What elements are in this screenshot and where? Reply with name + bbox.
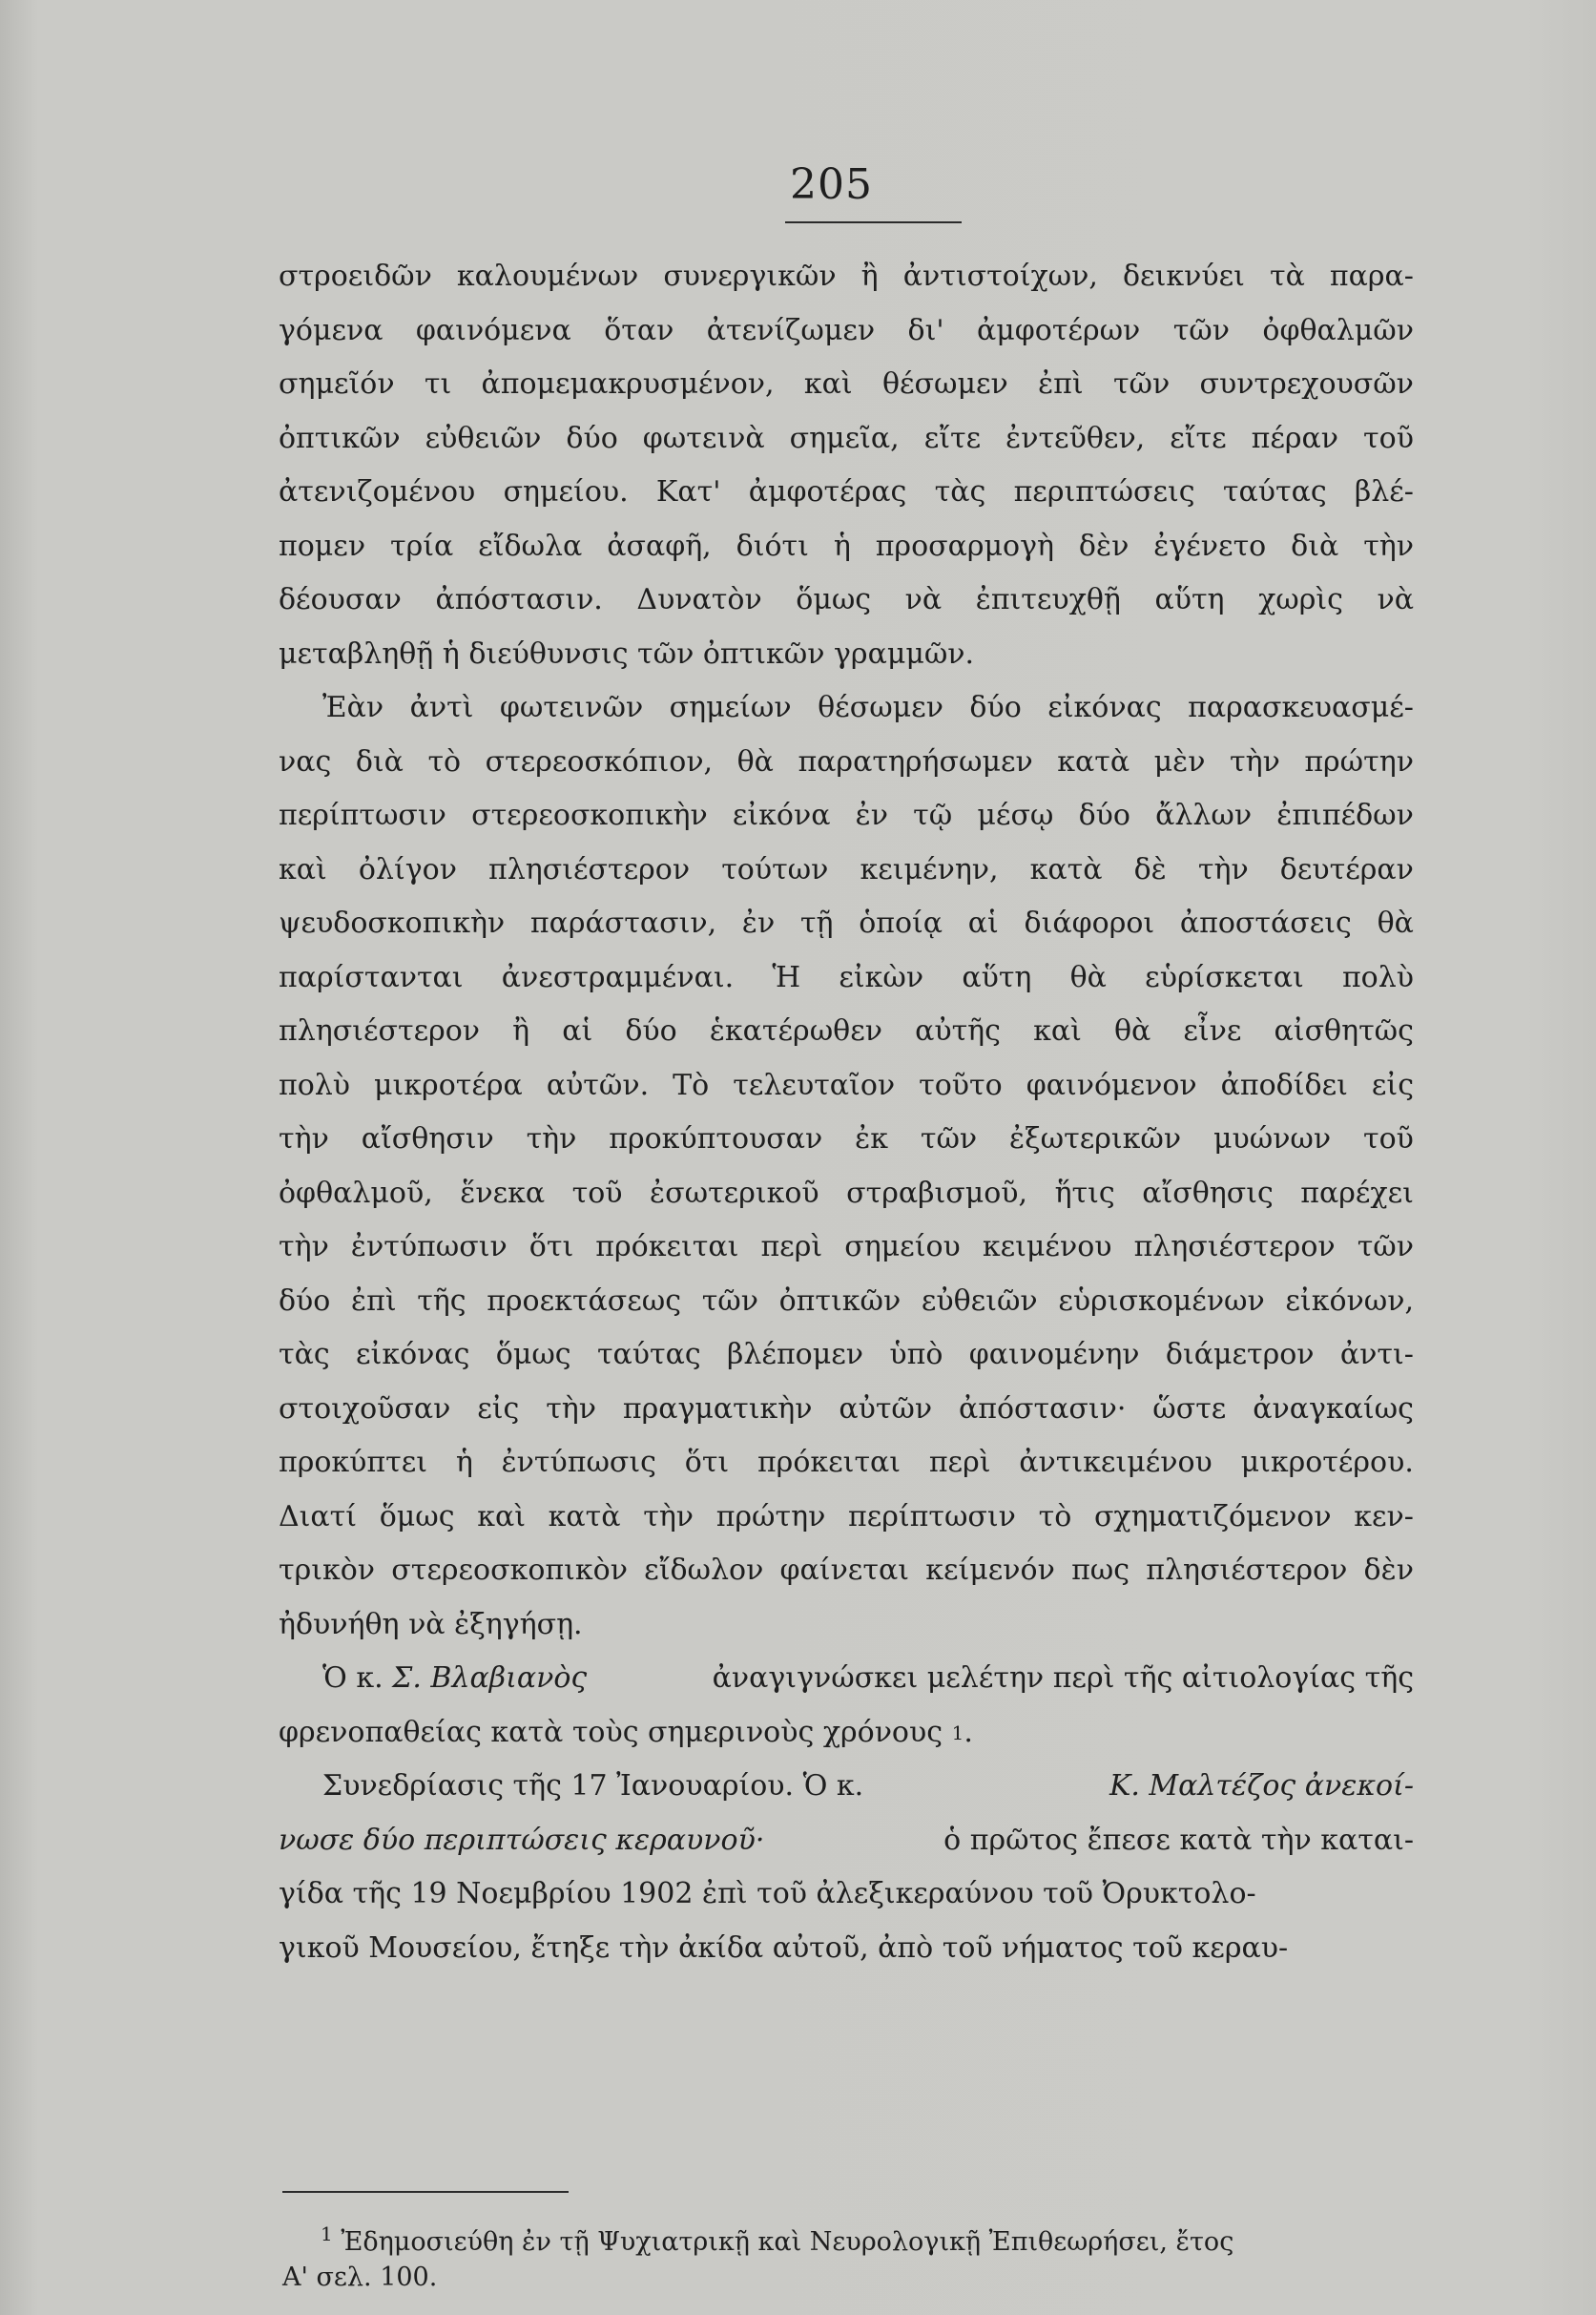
body-word: τῶν — [1172, 313, 1230, 347]
body-word: κεν- — [1354, 1499, 1414, 1533]
body-word: ἀντὶ — [409, 691, 474, 724]
body-word: εἰκόνα — [732, 799, 831, 832]
body-word: στραβισμοῦ, — [846, 1176, 1028, 1210]
body-word: ἐντύπωσιν — [350, 1230, 508, 1263]
body-word: πρώτην — [715, 1499, 826, 1533]
body-word: ὑπὸ — [889, 1338, 943, 1371]
body-line — [279, 250, 1414, 304]
session-line3: γίδα τῆς 19 Νοεμβρίου 1902 ἐπὶ τοῦ ἀλεξικεραύνου τοῦ Ὀρυκτολο- — [279, 1877, 1256, 1910]
body-word: διότι — [736, 529, 809, 563]
body-word: παρίστανται — [279, 960, 464, 994]
body-word: ἐν — [741, 907, 776, 940]
body-word: μικροτέρου. — [1240, 1446, 1414, 1479]
body-word: εἰκόνας — [356, 1338, 470, 1371]
body-word: ἐν — [855, 799, 888, 832]
body-word: ἡ — [442, 636, 469, 671]
body-word: θὰ — [1069, 960, 1107, 994]
body-word: δύο — [566, 421, 618, 455]
body-word: αἴσθησιν — [361, 1122, 494, 1156]
body-word: θὰ — [1113, 1014, 1151, 1048]
body-line — [279, 1220, 1414, 1275]
body-word: τὰ — [1269, 260, 1305, 293]
body-word: θέσωμεν — [881, 367, 1008, 401]
body-word: πως — [1071, 1554, 1130, 1587]
body-word: τῶν — [920, 1122, 978, 1156]
body-word: πομεν — [279, 529, 366, 563]
valavanos-line2: φρενοπαθείας κατὰ τοὺς σημερινοὺς χρόνους — [279, 1715, 943, 1749]
body-word: εἰκόνων, — [1285, 1283, 1414, 1318]
body-word: ὅμως — [495, 1338, 571, 1371]
body-word: θέσωμεν — [818, 691, 943, 724]
body-word: καὶ — [477, 1499, 526, 1533]
body-word: τρία — [389, 529, 454, 563]
body-word: ἠδυνήθη — [279, 1607, 409, 1641]
page-number: 205 — [790, 160, 873, 209]
body-word: εἰς — [1371, 1068, 1414, 1102]
body-word: φαινομένην — [968, 1338, 1140, 1371]
body-word: ἡ — [833, 529, 851, 563]
body-word: ὅτι — [529, 1230, 574, 1263]
body-word: παρατηρήσωμεν — [798, 744, 1033, 779]
body-line — [279, 897, 1414, 951]
body-word: τὴν — [279, 1122, 329, 1156]
body-word: διάφοροι — [1024, 907, 1155, 940]
body-line — [279, 466, 1414, 520]
body-word: εὑρίσκεται — [1145, 960, 1304, 994]
body-text — [279, 250, 1414, 1652]
body-word: σημεῖα, — [789, 421, 900, 455]
body-line — [279, 1167, 1414, 1221]
body-word: τὴν — [1230, 744, 1280, 779]
body-word: ἥτις — [1054, 1176, 1115, 1210]
body-word: τὸ — [427, 744, 462, 779]
body-word: τῇ — [799, 907, 834, 940]
body-word: ἐπὶ — [1038, 367, 1084, 401]
body-word: σημεῖόν — [279, 367, 395, 401]
body-word: ἀτενίζωμεν — [706, 313, 876, 347]
body-word: ὀλίγον — [358, 852, 457, 886]
body-word: ὅτι — [684, 1446, 730, 1479]
session-line2-italic: νωσε δύο περιπτώσεις κεραυνοῦ· — [279, 1823, 765, 1857]
body-word: ἀτενιζομένου — [279, 475, 476, 509]
body-word: τὴν — [1363, 529, 1414, 563]
body-line — [279, 1328, 1414, 1383]
valavanos-line-1 — [279, 1652, 1414, 1706]
body-word: τοῦ — [571, 1176, 623, 1210]
body-word: προκύπτει — [279, 1446, 428, 1479]
body-word: τῶν — [1357, 1230, 1414, 1263]
body-word: εἴτε — [1170, 421, 1227, 455]
body-word: ἀμφοτέρων — [977, 313, 1141, 347]
body-word: παρα- — [1329, 260, 1414, 293]
body-word: στοιχοῦσαν — [279, 1391, 451, 1426]
body-word: ὀπτικῶν — [702, 636, 834, 671]
body-word: ἐπὶ — [351, 1283, 397, 1318]
body-word: στερεοσκοπικὴν — [471, 799, 708, 832]
body-word: αἰσθητῶς — [1274, 1014, 1414, 1048]
body-word: μέσῳ — [977, 799, 1054, 832]
body-word: μυώνων — [1213, 1122, 1332, 1156]
body-word: τὴν — [279, 1230, 329, 1263]
body-word: εἴτε — [923, 421, 982, 455]
body-word: μικροτέρα — [374, 1068, 523, 1102]
body-word: τοῦ — [1363, 421, 1414, 455]
body-word: ἐπιτευχθῇ — [975, 583, 1121, 616]
body-word: γραμμῶν. — [834, 636, 975, 671]
body-word: αὐτῶν — [839, 1391, 933, 1426]
body-word: ἐπιπέδων — [1276, 799, 1414, 832]
body-word: πραγματικὴν — [622, 1391, 813, 1426]
footnote-marker: 1 — [321, 2222, 333, 2245]
body-word: Διατί — [279, 1499, 358, 1533]
body-line — [279, 1113, 1414, 1167]
body-word: δὲν — [1363, 1554, 1414, 1587]
body-word: αὕτη — [1154, 583, 1225, 616]
body-word: διὰ — [1291, 529, 1339, 563]
body-line — [279, 844, 1414, 898]
body-word: περὶ — [760, 1230, 823, 1263]
body-word: βλέπομεν — [727, 1338, 864, 1371]
valavanos-rest: ἀναγιγνώσκει μελέτην περὶ τῆς αἰτιολογίας τῆς — [712, 1661, 1414, 1695]
session-line-3 — [279, 1867, 1414, 1922]
body-word: δύο — [625, 1014, 677, 1048]
valavanos-name: Σ. Βλαβιανὸς — [392, 1661, 588, 1695]
body-word: κατὰ — [1057, 744, 1130, 779]
body-word: εἴδωλον — [644, 1554, 764, 1587]
body-word: σημείων — [669, 691, 792, 724]
body-line — [279, 1544, 1414, 1598]
body-word: βλέ- — [1354, 475, 1414, 509]
body-word: δύο — [1078, 799, 1130, 832]
body-word: μὲν — [1153, 744, 1206, 779]
body-word: γόμενα — [279, 313, 383, 347]
body-word: περίπτωσιν — [848, 1499, 1016, 1533]
body-word: τὰς — [934, 475, 986, 509]
body-word: ἡ — [455, 1446, 473, 1479]
footnote-text-2: Α' σελ. 100. — [282, 2263, 438, 2292]
body-word: ἐξηγήσῃ. — [454, 1607, 583, 1641]
body-word: ἐκ — [855, 1122, 888, 1156]
body-word: τοῦ — [1363, 1122, 1414, 1156]
body-word: ἀσαφῆ, — [607, 529, 712, 563]
body-word: τὴν — [546, 1391, 596, 1426]
page-number-block — [0, 160, 1596, 209]
body-word: προκύπτουσαν — [609, 1122, 823, 1156]
session-line4: γικοῦ Μουσείου, ἔτηξε τὴν ἀκίδα αὐτοῦ, ἀπὸ τοῦ νήματος τοῦ κεραυ- — [279, 1930, 1289, 1965]
body-line — [279, 681, 1414, 736]
body-word: ἐσωτερικοῦ — [650, 1176, 819, 1210]
body-word: τὰς — [279, 1338, 330, 1371]
body-word: κείμενόν — [925, 1554, 1055, 1587]
body-word: καὶ — [803, 367, 853, 401]
body-word: θὰ — [1377, 907, 1414, 940]
body-line — [279, 304, 1414, 359]
body-word: δὲν — [1078, 529, 1130, 563]
body-word: καλουμένων — [456, 260, 639, 293]
body-word: ἐξωτερικῶν — [1009, 1122, 1182, 1156]
session-line-1 — [279, 1760, 1414, 1814]
body-word: δὲ — [1133, 852, 1167, 886]
body-word: τὴν — [1197, 852, 1249, 886]
body-word: τῶν — [637, 636, 703, 671]
body-word: τελευταῖον — [733, 1068, 896, 1102]
body-word: εὐθειῶν — [921, 1283, 1038, 1318]
body-line — [279, 951, 1414, 1006]
body-word: εἰκὼν — [839, 960, 924, 994]
body-word: Ἐὰν — [322, 691, 384, 724]
body-word: ὀφθαλμοῦ, — [279, 1176, 433, 1210]
body-word: στερεοσκοπικὸν — [391, 1554, 628, 1587]
footnote-line-1 — [282, 2212, 1414, 2256]
session-line-4 — [279, 1922, 1414, 1976]
body-word: καὶ — [1033, 1014, 1082, 1048]
body-word: δέουσαν — [279, 583, 402, 616]
body-word: νὰ — [408, 1607, 455, 1641]
body-word: Τὸ — [673, 1068, 710, 1102]
body-word: τούτων — [721, 852, 829, 886]
body-word: τὸ — [1038, 1499, 1072, 1533]
body-word: πλησιέστερον — [1133, 1230, 1336, 1263]
body-line — [279, 1059, 1414, 1114]
body-word: νὰ — [904, 583, 943, 616]
body-word: ἀπόστασιν· — [959, 1391, 1127, 1426]
body-word: ὀπτικῶν — [778, 1283, 902, 1318]
body-word: εἴδωλα — [478, 529, 583, 563]
body-word: δευτέραν — [1279, 852, 1414, 886]
footnote-line-2 — [282, 2256, 1414, 2300]
body-word: ταύτας — [596, 1338, 701, 1371]
body-word: ἐγένετο — [1153, 529, 1267, 563]
body-word: πρώτην — [1304, 744, 1414, 779]
body-word: πολὺ — [279, 1068, 351, 1102]
body-line — [279, 358, 1414, 412]
body-line — [279, 574, 1414, 628]
body-word: παράστασιν, — [529, 907, 717, 940]
body-word: συντρεχουσῶν — [1199, 367, 1414, 401]
body-word: τὴν — [526, 1122, 577, 1156]
body-line — [279, 1275, 1414, 1329]
body-word: ταύτας — [1222, 475, 1327, 509]
body-word: νὰ — [1377, 583, 1414, 616]
body-word: νας — [279, 744, 332, 779]
body-word: ἐντύπωσις — [501, 1446, 656, 1479]
body-line — [279, 1598, 1414, 1653]
body-word: φωτεινῶν — [499, 691, 644, 724]
body-word: ἀναγκαίως — [1253, 1391, 1414, 1426]
body-word: διάμετρον — [1165, 1338, 1315, 1371]
body-line — [279, 628, 1414, 682]
body-word: ἢ — [860, 260, 879, 293]
body-word: πλησιέστερον — [279, 1014, 481, 1048]
body-word: τῷ — [913, 799, 953, 832]
body-word: πλησιέστερον — [488, 852, 691, 886]
body-word: ἄλλων — [1155, 799, 1253, 832]
valavanos-line-2: φρενοπαθείας κατὰ τοὺς σημερινοὺς χρόνους 1 . — [279, 1706, 1414, 1761]
body-line — [279, 520, 1414, 574]
body-word: δύο — [969, 691, 1022, 724]
body-word: κατὰ — [548, 1499, 621, 1533]
body-word: στερεοσκόπιον, — [485, 744, 714, 779]
body-word: παρασκευασμέ- — [1188, 691, 1414, 724]
body-word: περίπτωσιν — [279, 799, 446, 832]
body-word: δεικνύει — [1122, 260, 1245, 293]
body-word: δι' — [907, 313, 944, 347]
body-word: κειμένου — [982, 1230, 1112, 1263]
body-word: τρικὸν — [279, 1554, 376, 1587]
body-word: διεύθυνσις — [468, 636, 638, 671]
body-word: εὐθειῶν — [425, 421, 542, 455]
body-word: δύο — [279, 1283, 331, 1318]
session-line1-name: Κ. Μαλτέζος ἀνεκοί- — [1109, 1769, 1414, 1803]
body-word: τῶν — [701, 1283, 758, 1318]
body-word: εὑρισκομένων — [1058, 1283, 1265, 1318]
body-word: φαινόμενον — [1026, 1068, 1197, 1102]
body-word: ἀποστάσεις — [1179, 907, 1352, 940]
body-word: ἕνεκα — [460, 1176, 546, 1210]
body-line — [279, 412, 1414, 467]
body-word: ὅμως — [796, 583, 872, 616]
body-word: ἀντι- — [1339, 1338, 1414, 1371]
body-word: διὰ — [355, 744, 404, 779]
body-word: ἢ — [512, 1014, 530, 1048]
body-line — [279, 736, 1414, 790]
body-word: ἀμφοτέρας — [748, 475, 907, 509]
body-word: ψευδοσκοπικὴν — [279, 907, 506, 940]
body-word: ἀπομεμακρυσμένον, — [481, 367, 775, 401]
body-word: εἶνε — [1183, 1014, 1242, 1048]
body-word: ἐντεῦθεν, — [1005, 421, 1146, 455]
body-word: ὀφθαλμῶν — [1262, 313, 1414, 347]
body-word: ἀποδίδει — [1220, 1068, 1348, 1102]
body-word: ὁποίᾳ — [859, 907, 943, 940]
body-word: τι — [424, 367, 452, 401]
body-word: εἰς — [477, 1391, 520, 1426]
body-line — [279, 1383, 1414, 1437]
body-word: ὥστε — [1152, 1391, 1227, 1426]
body-word: φαινόμενα — [415, 313, 571, 347]
body-word: Κατ' — [655, 475, 721, 509]
body-word: μεταβληθῇ — [279, 636, 443, 671]
body-word: κατὰ — [1029, 852, 1103, 886]
session-paragraph — [279, 1760, 1414, 1975]
body-word: πολὺ — [1341, 960, 1414, 994]
body-word: τῆς — [417, 1283, 466, 1318]
body-word: ὅμως — [379, 1499, 455, 1533]
valavanos-prefix: Ὁ κ. — [322, 1661, 393, 1695]
body-word: σημείου — [844, 1230, 961, 1263]
body-word: θὰ — [736, 744, 774, 779]
body-line — [279, 1005, 1414, 1059]
body-word: κειμένην, — [860, 852, 999, 886]
body-word: αἱ — [967, 907, 999, 940]
body-word: αὕτη — [962, 960, 1032, 994]
body-word: Δυνατὸν — [636, 583, 762, 616]
body-word: καὶ — [279, 852, 327, 886]
footnotes — [282, 2212, 1414, 2300]
body-word: στροειδῶν — [279, 260, 432, 293]
body-word: σχηματιζόμενον — [1093, 1499, 1332, 1533]
body-line — [279, 1491, 1414, 1545]
body-word: προσαρμογὴ — [875, 529, 1054, 563]
body-word: τὴν — [643, 1499, 694, 1533]
body-word: πέραν — [1251, 421, 1339, 455]
body-word: φωτεινὰ — [642, 421, 765, 455]
body-line — [279, 1436, 1414, 1491]
footnote-reference: 1 — [951, 1721, 964, 1744]
body-word: ἀπόστασιν. — [435, 583, 603, 616]
body-word: ὀπτικῶν — [279, 421, 401, 455]
body-word: τῶν — [1112, 367, 1171, 401]
body-word: ἑκατέρωθεν — [709, 1014, 882, 1048]
body-word: Ἡ — [772, 960, 801, 994]
body-word: ἀντιστοίχων, — [902, 260, 1098, 293]
body-word: φαίνεται — [779, 1554, 909, 1587]
body-word: χωρὶς — [1258, 583, 1343, 616]
body-word: προεκτάσεως — [487, 1283, 682, 1318]
body-word: παρέχει — [1300, 1176, 1414, 1210]
valavanos-paragraph — [279, 1652, 1414, 1760]
page-number-rule — [785, 221, 962, 223]
body-word: συνεργικῶν — [663, 260, 837, 293]
body-word: τοῦτο — [919, 1068, 1003, 1102]
footnote-text-1: Ἐδημοσιεύθη ἐν τῇ Ψυχιατρικῇ καὶ Νευρολογικῇ Ἐπιθεωρήσει, ἔτος — [341, 2227, 1234, 2257]
body-word: περιπτώσεις — [1013, 475, 1195, 509]
body-word: ἀνεστραμμέναι. — [501, 960, 735, 994]
body-word: πρόκειται — [757, 1446, 902, 1479]
body-word: σημείου. — [503, 475, 629, 509]
body-word: περὶ — [928, 1446, 991, 1479]
body-word: ὅταν — [604, 313, 674, 347]
body-word: πλησιέστερον — [1146, 1554, 1348, 1587]
session-line1-prefix: Συνεδρίασις τῆς 17 Ἰανουαρίου. Ὁ κ. — [322, 1769, 864, 1803]
body-word: ἀντικειμένου — [1019, 1446, 1213, 1479]
body-line — [279, 789, 1414, 844]
body-word: αἱ — [562, 1014, 593, 1048]
body-word: εἰκόνας — [1047, 691, 1162, 724]
body-word: αἴσθησις — [1142, 1176, 1274, 1210]
body-word: πρόκειται — [595, 1230, 739, 1263]
body-word: αὐτῶν. — [546, 1068, 650, 1102]
session-line-2 — [279, 1814, 1414, 1868]
body-word: αὐτῆς — [915, 1014, 1001, 1048]
session-line2-rest: ὁ πρῶτος ἔπεσε κατὰ τὴν καται- — [943, 1823, 1414, 1857]
footnote-rule — [282, 2191, 569, 2193]
